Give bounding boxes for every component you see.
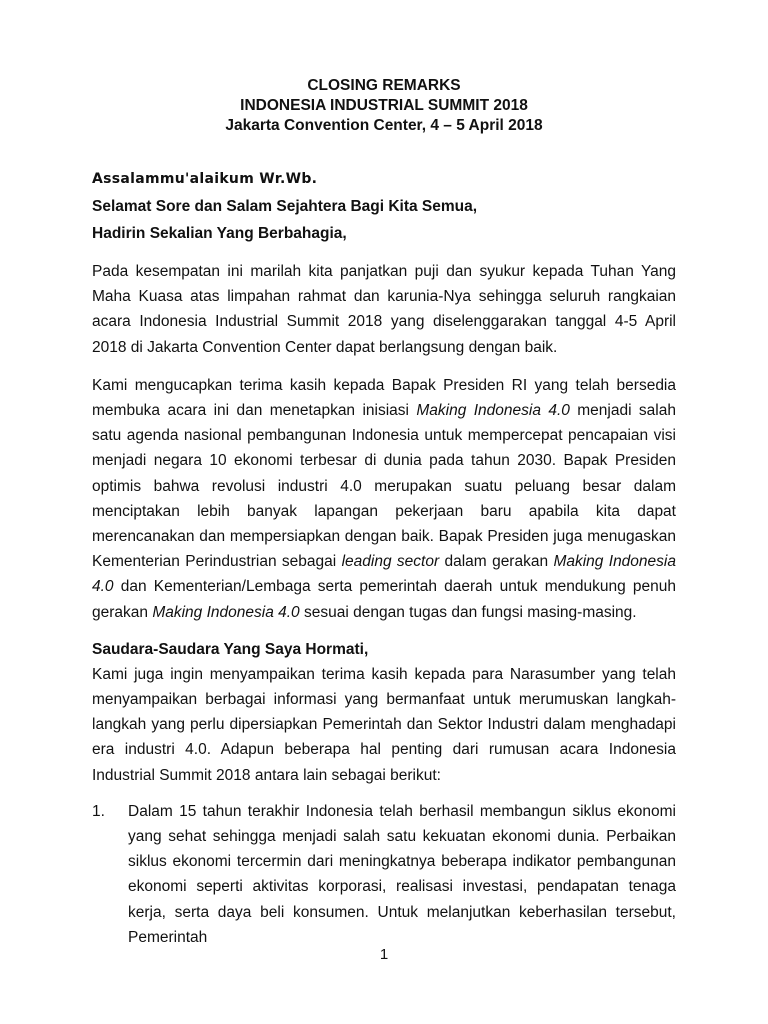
document-header bbox=[92, 76, 676, 136]
paragraph-2-text-1: Kami mengucapkan terima kasih kepada Bapak Presiden RI yang telah bersedia membuka acara ini dan menetapkan inisiasi bbox=[92, 376, 676, 420]
paragraph-2-text-4: dan Kementerian/Lembaga serta pemerintah daerah untuk mendukung penuh gerakan bbox=[92, 578, 676, 621]
paragraph-2-italic-1: Making Indonesia 4.0 bbox=[416, 402, 570, 420]
event-name: INDONESIA INDUSTRIAL SUMMIT 2018 bbox=[240, 97, 528, 114]
greeting-block bbox=[92, 166, 676, 247]
paragraph-2-italic-3: Making Indonesia 4.0 bbox=[92, 553, 676, 596]
paragraph-2-text-5: sesuai dengan tugas dan fungsi masing-masing. bbox=[299, 603, 637, 621]
list-item-text: Dalam 15 tahun terakhir Indonesia telah berhasil membangun siklus ekonomi yang sehat sehingga menjadi salah satu kekuatan ekonomi dunia. Perbaikan siklus ekonomi tercermin dari meningkatnya beberapa indikator pembangunan ekonomi seperti aktivitas korporasi, realisasi investasi, pendapatan tenaga kerja, serta daya beli konsumen. Untuk melanjutkan keberhasilan tersebut, Pemerintah bbox=[128, 802, 676, 946]
paragraph-2-italic-2: leading sector bbox=[341, 553, 440, 571]
paragraph-3: Kami juga ingin menyampaikan terima kasih kepada para Narasumber yang telah menyampaikan berbagai informasi yang bermanfaat untuk merumuskan langkah-langkah yang perlu dipersiapkan Pemerintah dan Sektor Industri dalam menghadapi era industri 4.0. Adapun beberapa hal penting dari rumusan acara Indonesia Industrial Summit 2018 antara lain sebagai berikut: bbox=[92, 665, 676, 784]
paragraph-1: Pada kesempatan ini marilah kita panjatkan puji dan syukur kepada Tuhan Yang Maha Kuasa atas limpahan rahmat dan karunia-Nya sehingga seluruh rangkaian acara Indonesia Industrial Summit 2018 yang diselenggarakan tanggal 4-5 April 2018 di Jakarta Convention Center dapat berlangsung dengan baik. bbox=[92, 263, 676, 356]
paragraph-2-italic-4: Making Indonesia 4.0 bbox=[152, 603, 300, 621]
paragraph-2 bbox=[92, 373, 676, 625]
paragraph-2-text-3: dalam gerakan bbox=[439, 553, 554, 571]
document-page bbox=[92, 76, 676, 950]
document-title: CLOSING REMARKS bbox=[307, 77, 461, 94]
list-item bbox=[92, 799, 676, 950]
greeting-salam: Assalammu'alaikum Wr.Wb. bbox=[92, 171, 318, 187]
section-heading: Saudara-Saudara Yang Saya Hormati, bbox=[92, 640, 369, 658]
greeting-line-2: Selamat Sore dan Salam Sejahtera Bagi Kita Semua, bbox=[92, 198, 478, 215]
page-number: 1 bbox=[379, 946, 389, 963]
paragraph-2-text-2: menjadi salah satu agenda nasional pembangunan Indonesia untuk mempercepat pencapaian visi menjadi negara 10 ekonomi terbesar di dunia pada tahun 2030. Bapak Presiden optimis bahwa revolusi industri 4.0 merupakan suatu peluang besar dalam menciptakan lebih banyak lapangan pekerjaan baru apabila kita dapat merencanakan dan mempersiapkan dengan baik. Bapak Presiden juga menugaskan Kementerian Perindustrian sebagai bbox=[92, 402, 676, 571]
event-venue-date: Jakarta Convention Center, 4 – 5 April 2018 bbox=[225, 117, 543, 134]
list-item-number: 1. bbox=[92, 802, 105, 820]
greeting-line-3: Hadirin Sekalian Yang Berbahagia, bbox=[92, 225, 347, 242]
